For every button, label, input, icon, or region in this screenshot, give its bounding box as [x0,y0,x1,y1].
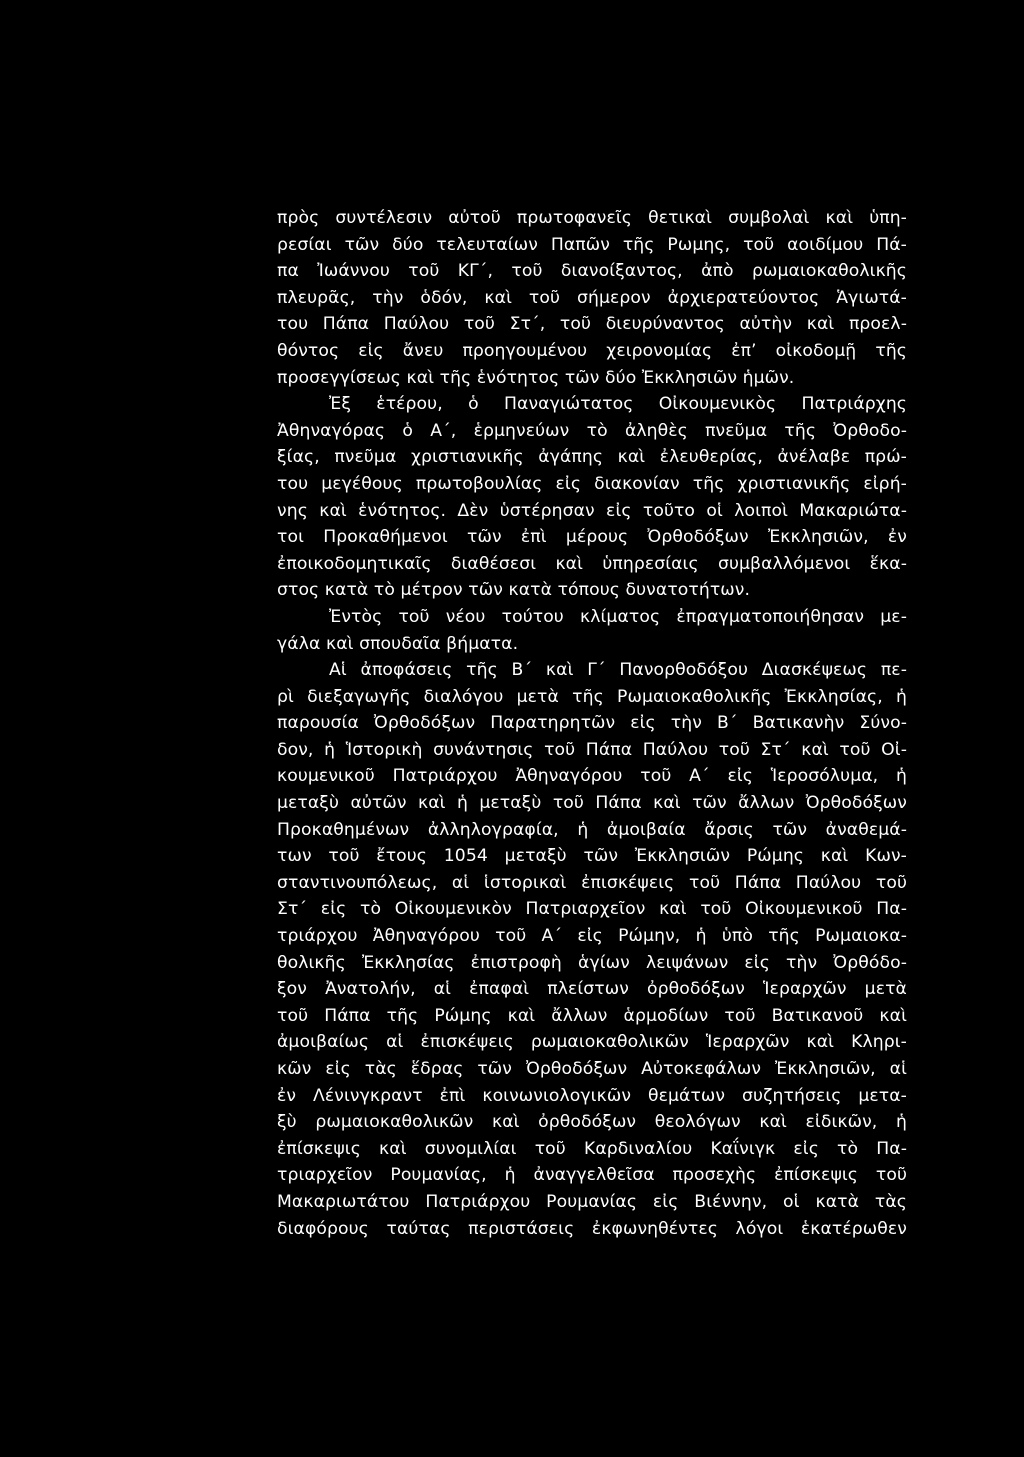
text-line: ξον Ἀνατολήν, αἱ ἐπαφαὶ πλείστων ὀρθοδόξων Ἱεραρχῶν μετὰ [277,979,907,1000]
text-line: τριαρχεῖον Ρουμανίας, ἡ ἀναγγελθεῖσα προσεχὴς ἐπίσκεψις τοῦ [277,1165,907,1186]
text-line: Αἱ ἀποφάσεις τῆς Β΄ καὶ Γ΄ Πανορθοδόξου Διασκέψεως πε- [329,660,907,681]
text-line: Μακαριωτάτου Πατριάρχου Ρουμανίας εἰς Βιέννην, οἱ κατὰ τὰς [277,1191,907,1212]
text-line: Ἐξ ἑτέρου, ὁ Παναγιώτατος Οἰκουμενικὸς Πατριάρχης [329,394,907,415]
text-line: κουμενικοῦ Πατριάρχου Ἀθηναγόρου τοῦ Α΄ εἰς Ἱεροσόλυμα, ἡ [277,766,907,787]
text-line: θόντος εἰς ἄνευ προηγουμένου χειρονομίας ἐπ’ οἰκοδομῇ τῆς [277,340,907,361]
text-line: νης καὶ ἑνότητος. Δὲν ὑστέρησαν εἰς τοῦτο οἱ λοιποὶ Μακαριώτα- [277,500,907,521]
text-line: Προκαθημένων ἀλληλογραφία, ἡ ἀμοιβαία ἄρσις τῶν ἀναθεμά- [277,819,907,840]
text-line: ρεσίαι τῶν δύο τελευταίων Παπῶν τῆς Ρωμης, τοῦ αοιδίμου Πά- [277,234,907,255]
text-line: τοι Προκαθήμενοι τῶν ἐπὶ μέρους Ὀρθοδόξων Ἐκκλησιῶν, ἐν [277,527,907,548]
text-line: πλευρᾶς, τὴν ὁδόν, καὶ τοῦ σήμερον ἀρχιερατεύοντος Ἁγιωτά- [277,287,907,308]
text-line: ἀμοιβαίως αἱ ἐπισκέψεις ρωμαιοκαθολικῶν Ἱεραρχῶν καὶ Κληρι- [277,1032,907,1053]
text-line: ἐπίσκεψις καὶ συνομιλίαι τοῦ Καρδιναλίου Καΐνιγκ εἰς τὸ Πα- [277,1138,907,1159]
text-line: πα Ἰωάννου τοῦ ΚΓ΄, τοῦ διανοίξαντος, ἀπὸ ρωμαιοκαθολικῆς [277,261,907,282]
text-line: διαφόρους ταύτας περιστάσεις ἐκφωνηθέντες λόγοι ἑκατέρωθεν [277,1218,907,1239]
text-line: πρὸς συντέλεσιν αὐτοῦ πρωτοφανεῖς θετικαὶ συμβολαὶ καὶ ὑπη- [277,208,907,228]
text-line: γάλα καὶ σπουδαῖα βήματα. [277,633,519,654]
text-line: κῶν εἰς τὰς ἕδρας τῶν Ὀρθοδόξων Αὐτοκεφάλων Ἐκκλησιῶν, αἱ [277,1059,907,1079]
body-text [277,205,907,1242]
text-line: τοῦ Πάπα τῆς Ρώμης καὶ ἄλλων ἁρμοδίων τοῦ Βατικανοῦ καὶ [277,1005,907,1026]
text-line: προσεγγίσεως καὶ τῆς ἑνότητος τῶν δύο Ἐκκλησιῶν ἡμῶν. [277,367,795,388]
text-line: σταντινουπόλεως, αἱ ἱστορικαὶ ἐπισκέψεις τοῦ Πάπα Παύλου τοῦ [277,872,907,893]
text-line: Στ΄ εἰς τὸ Οἰκουμενικὸν Πατριαρχεῖον καὶ τοῦ Οἰκουμενικοῦ Πα- [277,899,907,920]
text-line: Ἀθηναγόρας ὁ Α΄, ἑρμηνεύων τὸ ἀληθὲς πνεῦμα τῆς Ὀρθοδο- [277,420,907,441]
text-line: δον, ἡ Ἱστορικὴ συνάντησις τοῦ Πάπα Παύλου τοῦ Στ΄ καὶ τοῦ Οἰ- [277,739,907,760]
text-line: θολικῆς Ἐκκλησίας ἐπιστροφὴ ἁγίων λειψάνων εἰς τὴν Ὀρθόδο- [277,952,907,973]
text-line: ρὶ διεξαγωγῆς διαλόγου μετὰ τῆς Ρωμαιοκαθολικῆς Ἐκκλησίας, ἡ [277,686,907,707]
text-line: ξὺ ρωμαιοκαθολικῶν καὶ ὀρθοδόξων θεολόγων καὶ εἰδικῶν, ἡ [277,1112,907,1133]
text-line: στος κατὰ τὸ μέτρον τῶν κατὰ τόπους δυνατοτήτων. [277,580,751,601]
text-line: παρουσία Ὀρθοδόξων Παρατηρητῶν εἰς τὴν Β΄ Βατικανὴν Σύνο- [277,713,907,734]
text-line: μεταξὺ αὐτῶν καὶ ἡ μεταξὺ τοῦ Πάπα καὶ τῶν ἄλλων Ὀρθοδόξων [277,793,907,814]
text-line: ἐποικοδομητικαῖς διαθέσεσι καὶ ὑπηρεσίαις συμβαλλόμενοι ἕκα- [277,553,907,574]
text-line: του Πάπα Παύλου τοῦ Στ΄, τοῦ διευρύναντος αὐτὴν καὶ προελ- [277,314,907,335]
text-line: Ἐντὸς τοῦ νέου τούτου κλίματος ἐπραγματοποιήθησαν με- [329,606,907,627]
text-line: ξίας, πνεῦμα χριστιανικῆς ἀγάπης καὶ ἐλευθερίας, ἀνέλαβε πρώ- [277,447,907,468]
text-line: ἐν Λένινγκραντ ἐπὶ κοινωνιολογικῶν θεμάτων συζητήσεις μετα- [277,1085,907,1106]
text-line: του μεγέθους πρωτοβουλίας εἰς διακονίαν τῆς χριστιανικῆς εἰρή- [277,473,907,494]
text-line: τριάρχου Ἀθηναγόρου τοῦ Α΄ εἰς Ρώμην, ἡ ὑπὸ τῆς Ρωμαιοκα- [277,926,907,947]
text-line: των τοῦ ἔτους 1054 μεταξὺ τῶν Ἐκκλησιῶν Ρώμης καὶ Κων- [277,846,907,867]
